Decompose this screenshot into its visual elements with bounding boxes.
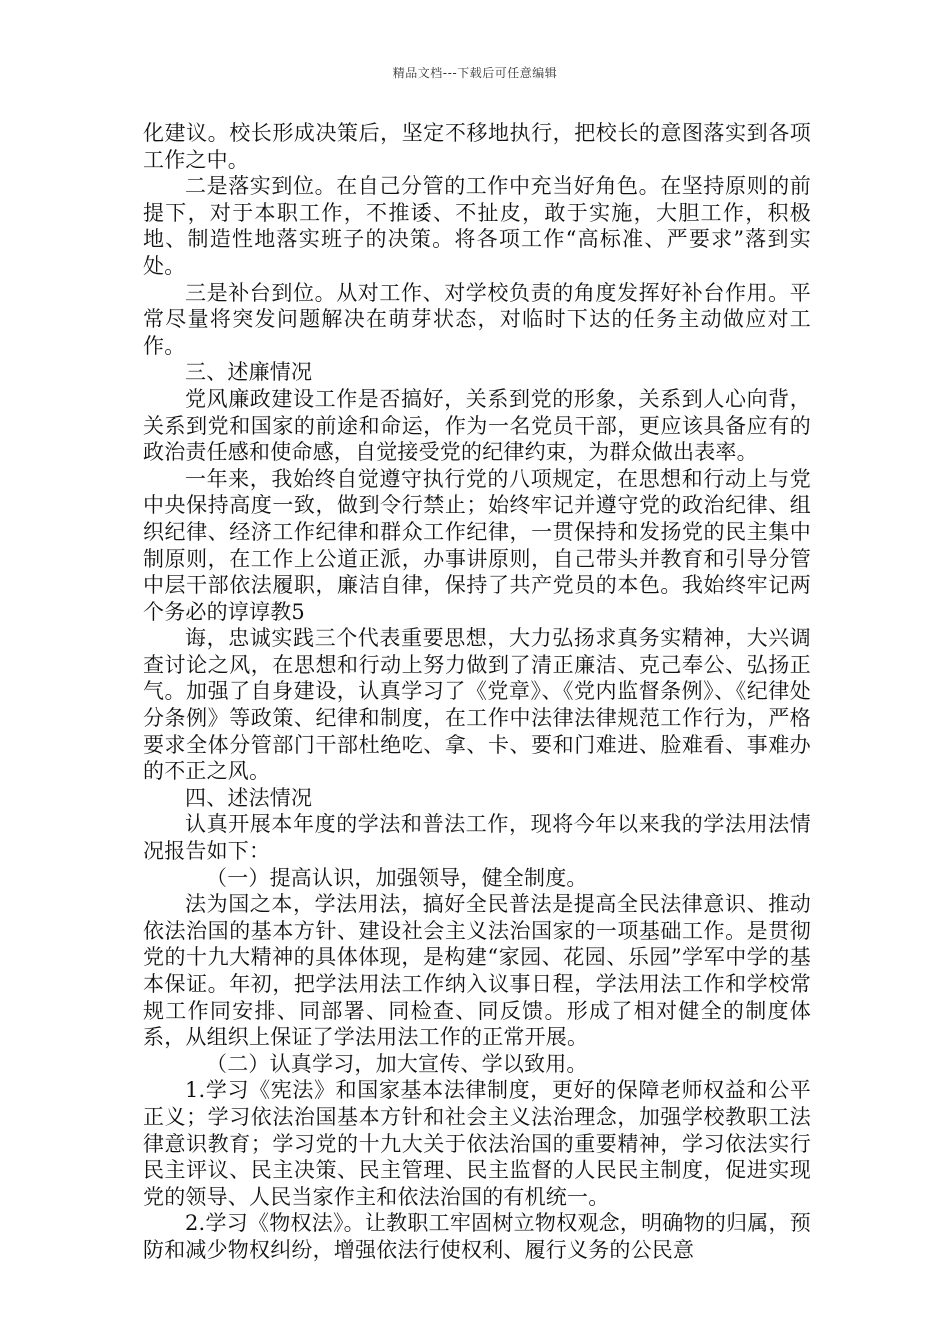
- paragraph: 法为国之本，学法用法，搞好全民普法是提高全民法律意识、推动依法治国的基本方针、建设社会主义法治国家的一项基础工作。是贯彻党的十九大精神的具体体现，是构建“家园、花园、乐园”学军中学的基本保证。年初，把学法用法工作纳入议事日程，学法用法工作和学校常规工作同安排、同部署、同检查、同反馈。形成了相对健全的制度体系，从组织上保证了学法用法工作的正常开展。: [143, 892, 811, 1050]
- paragraph: 一年来，我始终自觉遵守执行党的八项规定，在思想和行动上与党中央保持高度一致，做到令行禁止；始终牢记并遵守党的政治纪律、组织纪律、经济工作纪律和群众工作纪律，一贯保持和发扬党的民主集中制原则，在工作上公道正派，办事讲原则，自己带头并教育和引导分管中层干部依法履职，廉洁自律，保持了共产党员的本色。我始终牢记两个务必的谆谆教5: [143, 466, 811, 624]
- paragraph: 2.学习《物权法》。让教职工牢固树立物权观念，明确物的归属，预防和减少物权纠纷，增强依法行使权利、履行义务的公民意: [143, 1211, 811, 1262]
- subsection-heading: （二）认真学习，加大宣传、学以致用。: [206, 1051, 588, 1076]
- section-heading: 四、述法情况: [185, 785, 313, 810]
- paragraph: 党风廉政建设工作是否搞好，关系到党的形象，关系到人心向背，关系到党和国家的前途和命运，作为一名党员干部，更应该具备应有的政治责任感和使命感，自觉接受党的纪律约束，为群众做出表率。: [143, 386, 811, 465]
- paragraph: 认真开展本年度的学法和普法工作，现将今年以来我的学法用法情况报告如下：: [143, 812, 811, 864]
- paragraph: 二是落实到位。在自己分管的工作中充当好角色。在坚持原则的前提下，对于本职工作，不推诿、不扯皮，敢于实施，大胆工作，积极地、制造性地落实班子的决策。将各项工作“高标准、严要求”落到实处。: [143, 174, 811, 278]
- subsection-heading: （一）提高认识，加强领导，健全制度。: [206, 865, 588, 890]
- section-heading: 三、述廉情况: [185, 360, 313, 385]
- page-header: 精品文档---下载后可任意编辑: [392, 66, 558, 80]
- document-body: [143, 120, 811, 1264]
- paragraph: 诲，忠诚实践三个代表重要思想，大力弘扬求真务实精神，大兴调查讨论之风，在思想和行动上努力做到了清正廉洁、克己奉公、弘扬正气。加强了自身建设，认真学习了《党章》、《党内监督条例》、《纪律处分条例》等政策、纪律和制度，在工作中法律法律规范工作行为，严格要求全体分管部门干部杜绝吃、拿、卡、要和门难进、脸难看、事难办的不正之风。: [143, 626, 811, 784]
- paragraph: 化建议。校长形成决策后，坚定不移地执行，把校长的意图落实到各项工作之中。: [143, 121, 811, 172]
- paragraph: 三是补台到位。从对工作、对学校负责的角度发挥好补台作用。平常尽量将突发问题解决在萌芽状态，对临时下达的任务主动做应对工作。: [143, 280, 811, 358]
- paragraph: 1.学习《宪法》和国家基本法律制度，更好的保障老师权益和公平正义；学习依法治国基本方针和社会主义法治理念，加强学校教职工法律意识教育；学习党的十九大关于依法治国的重要精神，学习依法实行民主评议、民主决策、民主管理、民主监督的人民民主制度，促进实现党的领导、人民当家作主和依法治国的有机统一。: [143, 1078, 811, 1209]
